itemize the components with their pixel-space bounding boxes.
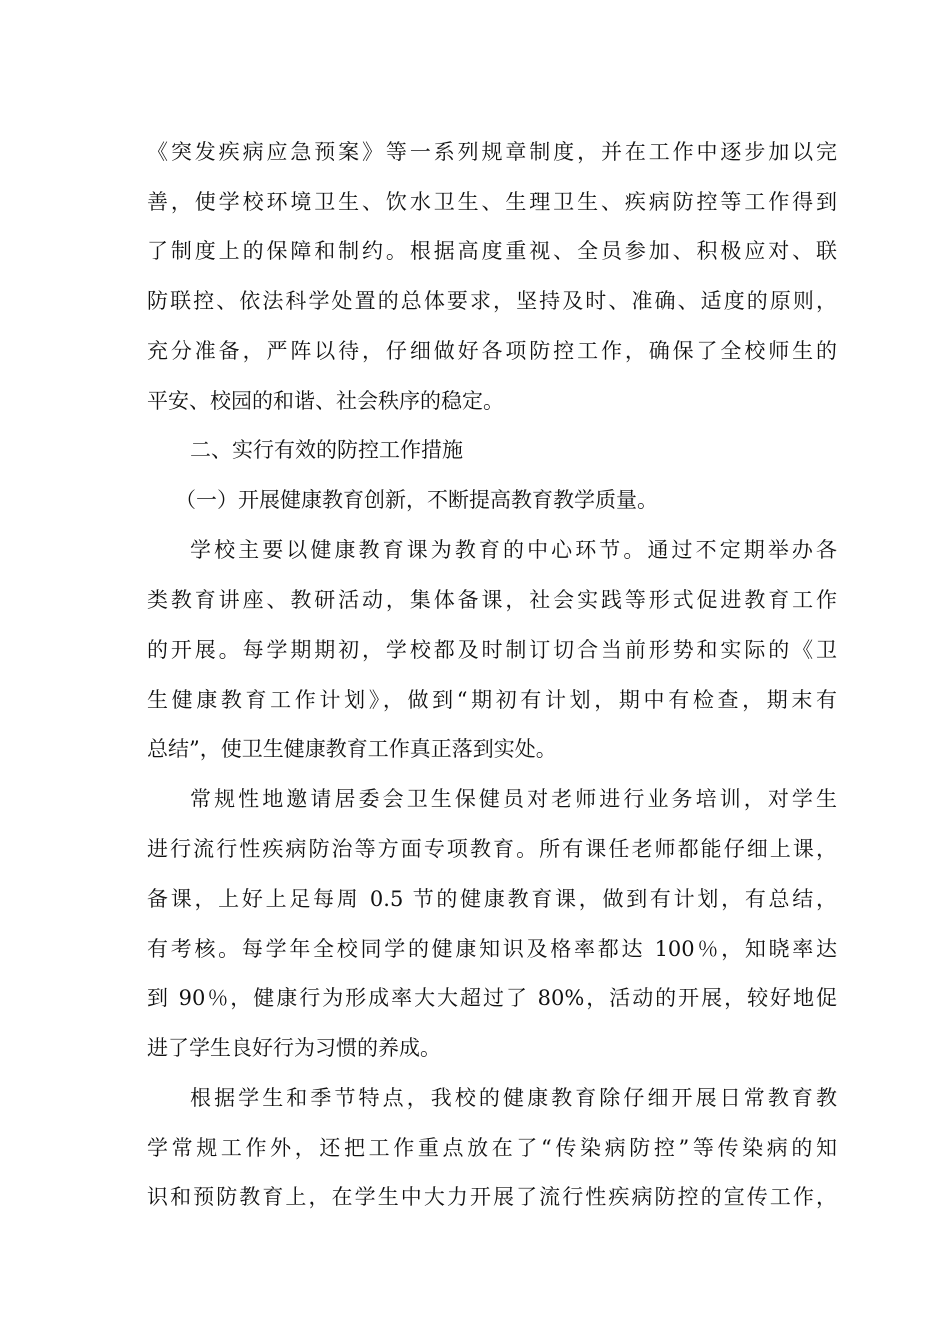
text-line: 总结”，使卫生健康教育工作真正落到实处。 bbox=[147, 737, 557, 761]
text-line: 进行流行性疾病防治等方面专项教育。所有课任老师都能仔细上课， bbox=[147, 837, 837, 861]
text-line: 识和预防教育上，在学生中大力开展了流行性疾病防控的宣传工作， bbox=[147, 1185, 837, 1209]
text-line: 备课，上好上足每周 0.5 节的健康教育课，做到有计划，有总结， bbox=[147, 887, 837, 911]
text-line: 的开展。每学期期初，学校都及时制订切合当前形势和实际的《卫 bbox=[147, 638, 837, 662]
text-line: 充分准备，严阵以待，仔细做好各项防控工作，确保了全校师生的 bbox=[147, 339, 837, 363]
text-line: 根据学生和季节特点，我校的健康教育除仔细开展日常教育教 bbox=[190, 1086, 837, 1110]
text-line: 常规性地邀请居委会卫生保健员对老师进行业务培训，对学生 bbox=[190, 787, 837, 811]
text-line: 防联控、依法科学处置的总体要求，坚持及时、准确、适度的原则， bbox=[147, 289, 837, 313]
text-line: 学校主要以健康教育课为教育的中心环节。通过不定期举办各 bbox=[190, 538, 837, 562]
subsection-heading: （一）开展健康教育创新，不断提高教育教学质量。 bbox=[175, 488, 658, 512]
text-line: 平安、校园的和谐、社会秩序的稳定。 bbox=[147, 389, 504, 413]
text-line: 有考核。每学年全校同学的健康知识及格率都达 100％，知晓率达 bbox=[147, 937, 837, 961]
text-line: 学常规工作外，还把工作重点放在了“传染病防控”等传染病的知 bbox=[147, 1136, 837, 1160]
text-line: 善，使学校环境卫生、饮水卫生、生理卫生、疾病防控等工作得到 bbox=[147, 190, 837, 214]
section-heading: 二、实行有效的防控工作措施 bbox=[190, 438, 463, 462]
text-line: 生健康教育工作计划》，做到“期初有计划，期中有检查，期末有 bbox=[147, 688, 837, 712]
text-line: 进了学生良好行为习惯的养成。 bbox=[147, 1036, 441, 1060]
text-line: 《突发疾病应急预案》等一系列规章制度，并在工作中逐步加以完 bbox=[147, 140, 837, 164]
text-line: 类教育讲座、教研活动，集体备课，社会实践等形式促进教育工作 bbox=[147, 588, 837, 612]
text-line: 到 90％，健康行为形成率大大超过了 80%，活动的开展，较好地促 bbox=[147, 986, 837, 1010]
text-line: 了制度上的保障和制约。根据高度重视、全员参加、积极应对、联 bbox=[147, 239, 837, 263]
